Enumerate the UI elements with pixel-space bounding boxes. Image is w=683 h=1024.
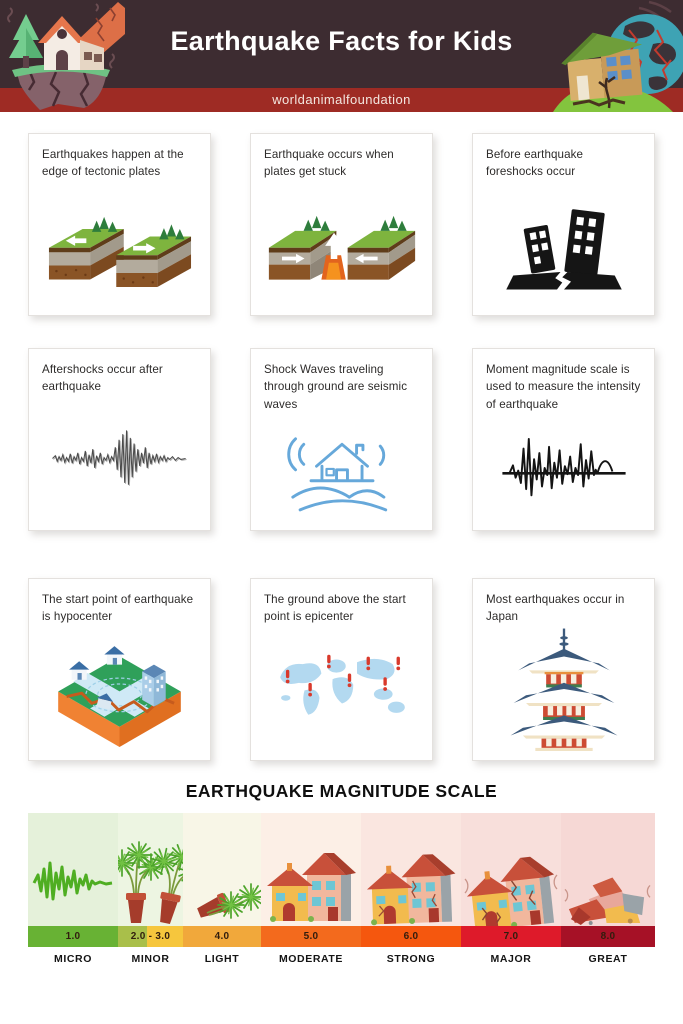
fact-text: The start point of earthquake is hypocenter [42, 593, 194, 624]
aftershock-seismogram-illustration [45, 411, 195, 506]
houses-collapsed-illustration [561, 813, 655, 926]
facts-grid [0, 133, 683, 761]
fact-text: Moment magnitude scale is used to measure the intensity of earthquake [486, 363, 641, 411]
scale-column-light [183, 813, 261, 965]
fact-text: The ground above the start point is epicenter [264, 593, 406, 624]
scale-column-micro [28, 813, 118, 965]
fact-text: Earthquake occurs when plates get stuck [264, 148, 394, 179]
header [0, 0, 683, 112]
houses-light-damage-illustration [361, 813, 461, 926]
scale-illustration-wrap [118, 813, 183, 926]
scale-label: MINOR [131, 953, 170, 965]
scale-bar-segment [118, 926, 183, 947]
seismic-waves-house-icon [267, 417, 417, 519]
houses-intact-illustration [261, 813, 361, 926]
scale-bar-segment [261, 926, 361, 947]
fact-card [250, 578, 433, 761]
scale-bar-segment [28, 926, 118, 947]
scale-value: 4.0 [214, 931, 230, 942]
fallen-potted-plant-illustration [183, 813, 261, 926]
scale-bar-segment [461, 926, 561, 947]
fact-text: Shock Waves traveling through ground are seismic waves [264, 363, 408, 411]
scale-illustration-wrap [561, 813, 655, 926]
scale-illustration-wrap [261, 813, 361, 926]
page-title: Earthquake Facts for Kids [170, 26, 513, 56]
scale-value: 1.0 [65, 931, 81, 942]
hypocenter-city-illustration [48, 626, 191, 752]
fact-illustration-wrap [486, 413, 641, 522]
potted-plants-illustration [118, 813, 183, 926]
fact-illustration-wrap [486, 626, 641, 752]
fact-illustration-wrap [264, 626, 419, 752]
tectonic-plates-illustration [45, 201, 195, 287]
fact-card [472, 133, 655, 316]
fact-illustration-wrap [42, 396, 197, 522]
scale-value: 7.0 [503, 931, 519, 942]
fact-text: Most earthquakes occur in Japan [486, 593, 625, 624]
scale-column-minor [118, 813, 183, 965]
magnitude-scale-section [0, 781, 683, 965]
scale-label: STRONG [386, 953, 436, 965]
fact-card [28, 578, 211, 761]
source-name: worldanimalfoundation [272, 92, 411, 107]
scale-column-strong [361, 813, 461, 965]
plates-collision-illustration [267, 200, 417, 288]
scale-label: MICRO [54, 953, 92, 965]
scale-bar-segment [183, 926, 261, 947]
scale-illustration-wrap [461, 813, 561, 926]
fact-illustration-wrap [264, 181, 419, 307]
green-seismogram-illustration [28, 813, 118, 926]
scale-label: GREAT [588, 953, 628, 965]
scale-title: EARTHQUAKE MAGNITUDE SCALE [185, 781, 498, 801]
fact-illustration-wrap [486, 181, 641, 307]
fact-card [250, 133, 433, 316]
scale-illustration-wrap [28, 813, 118, 926]
scale-value: 8.0 [600, 931, 616, 942]
magnitude-scale-band [28, 813, 655, 965]
fact-card [472, 578, 655, 761]
fact-card [28, 348, 211, 531]
scale-label: MODERATE [278, 953, 344, 965]
house-and-cracked-globe-illustration [553, 0, 683, 112]
fact-card [250, 348, 433, 531]
scale-illustration-wrap [183, 813, 261, 926]
fact-text: Before earthquake foreshocks occur [486, 148, 584, 179]
scale-label: LIGHT [204, 953, 240, 965]
scale-bar-segment [361, 926, 461, 947]
fact-illustration-wrap [42, 626, 197, 752]
fact-card [28, 133, 211, 316]
fact-card [472, 348, 655, 531]
scale-column-moderate [261, 813, 361, 965]
scale-bar-segment [561, 926, 655, 947]
scale-label: MAJOR [490, 953, 532, 965]
magnitude-waveform-icon [489, 424, 639, 512]
epicenter-world-map-illustration [267, 641, 417, 736]
facts-row-3 [28, 578, 655, 761]
scale-illustration-wrap [361, 813, 461, 926]
fact-illustration-wrap [42, 181, 197, 307]
scale-column-great [561, 813, 655, 965]
houses-heavy-damage-illustration [461, 813, 561, 926]
house-on-cracked-island-illustration [0, 0, 125, 112]
japan-pagoda-illustration [505, 627, 623, 751]
facts-row-2 [28, 348, 655, 531]
facts-row-1 [28, 133, 655, 316]
scale-value: 5.0 [303, 931, 319, 942]
foreshock-buildings-icon [494, 194, 634, 294]
fact-text: Earthquakes happen at the edge of tectonic plates [42, 148, 184, 179]
scale-value: 2.0 - 3.0 [130, 931, 171, 942]
scale-column-major [461, 813, 561, 965]
fact-illustration-wrap [264, 413, 419, 522]
fact-text: Aftershocks occur after earthquake [42, 363, 163, 394]
scale-value: 6.0 [403, 931, 419, 942]
